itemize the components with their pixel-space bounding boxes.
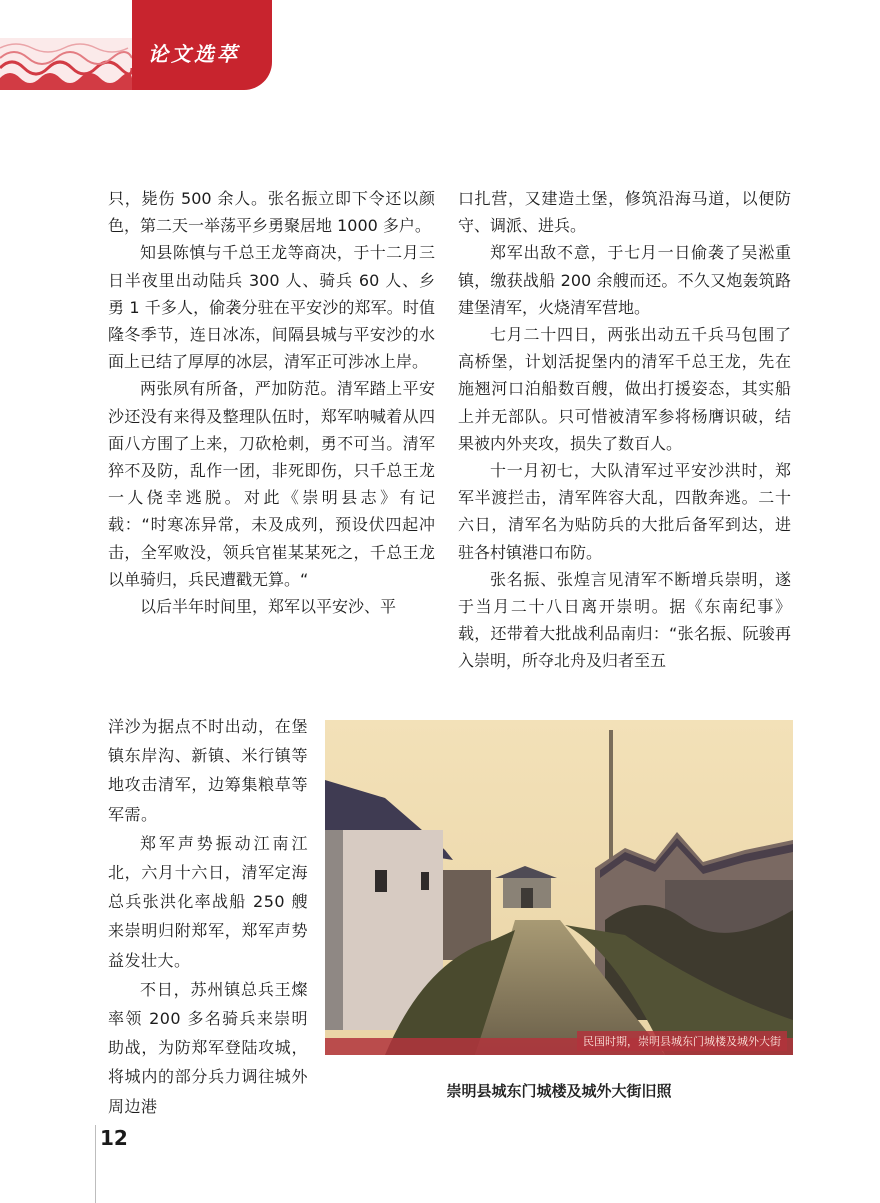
paragraph: 以后半年时间里，郑军以平安沙、平 (140, 597, 397, 617)
paragraph: 两张夙有所备，严加防范。清军踏上平安沙还没有来得及整理队伍时，郑军呐喊着从四面八方围了上来，刀砍枪刺，勇不可当。清军猝不及防，乱作一团，非死即伤，只千总王龙一人侥幸逃脱。对此《崇明县志》有记载：“时寒冻异常，未及成列，预设伏四起冲击，全军败没，领兵官崔某某死之，千总王龙以单骑归，兵民遭戳无算。“ (108, 379, 435, 589)
page-number: 12 (100, 1126, 128, 1150)
paragraph: 知县陈慎与千总王龙等商决，于十二月三日半夜里出动陆兵 300 人、骑兵 60 人、乡勇 1 千多人，偷袭分驻在平安沙的郑军。时值隆冬季节，连日冰冻，间隔县城与平安沙的水面上已结了厚厚的冰层，清军正可涉冰上岸。 (108, 243, 435, 372)
narrow-column (108, 712, 308, 1121)
section-title: 论文选萃 (148, 42, 240, 66)
left-column (108, 185, 435, 620)
paragraph: 郑军出敌不意，于七月一日偷袭了吴淞重镇，缴获战船 200 余艘而还。不久又炮轰筑路建堡清军，火烧清军营地。 (458, 243, 791, 317)
photo-caption: 崇明县城东门城楼及城外大街旧照 (446, 1082, 672, 1100)
paragraph: 口扎营，又建造土堡，修筑沿海马道，以便防守、调派、进兵。 (458, 189, 791, 236)
paragraph: 张名振、张煌言见清军不断增兵崇明，遂于当月二十八日离开崇明。据《东南纪事》载，还带着大批战利品南归：“张名振、阮骏再入崇明，所夺北舟及归者至五 (458, 569, 791, 671)
paragraph: 不日，苏州镇总兵王燦率领 200 多名骑兵来崇明助战，为防郑军登陆攻城，将城内的部分兵力调往城外周边港 (108, 979, 308, 1116)
right-column (458, 185, 791, 675)
paragraph: 郑军声势振动江南江北，六月十六日，清军定海总兵张洪化率战船 250 艘来崇明归附郑军，郑军声势益发壮大。 (108, 833, 308, 970)
historic-street-photo (325, 720, 793, 1055)
paragraph: 七月二十四日，两张出动五千兵马包围了高桥堡，计划活捉堡内的清军千总王龙，先在施翘河口泊船数百艘，做出打援姿态，其实船上并无部队。只可惜被清军参将杨膺识破，结果被内外夹攻，损失了数百人。 (458, 325, 791, 453)
paragraph: 洋沙为据点不时出动，在堡镇东岸沟、新镇、米行镇等地攻击清军，边筹集粮草等军需。 (108, 717, 308, 824)
paragraph: 十一月初七，大队清军过平安沙洪时，郑军半渡拦击，清军阵容大乱，四散奔逃。二十六日，清军名为贴防兵的大批后备军到达，进驻各村镇港口布防。 (458, 461, 791, 562)
header-wave-ornament (0, 38, 132, 90)
paragraph: 只，毙伤 500 余人。张名振立即下令还以颜色，第二天一举荡平乡勇聚居地 1000 多户。 (108, 189, 435, 236)
photo-inset-label: 民国时期，崇明县城东门城楼及城外大街 (577, 1031, 787, 1051)
footer-rule (95, 1125, 96, 1203)
